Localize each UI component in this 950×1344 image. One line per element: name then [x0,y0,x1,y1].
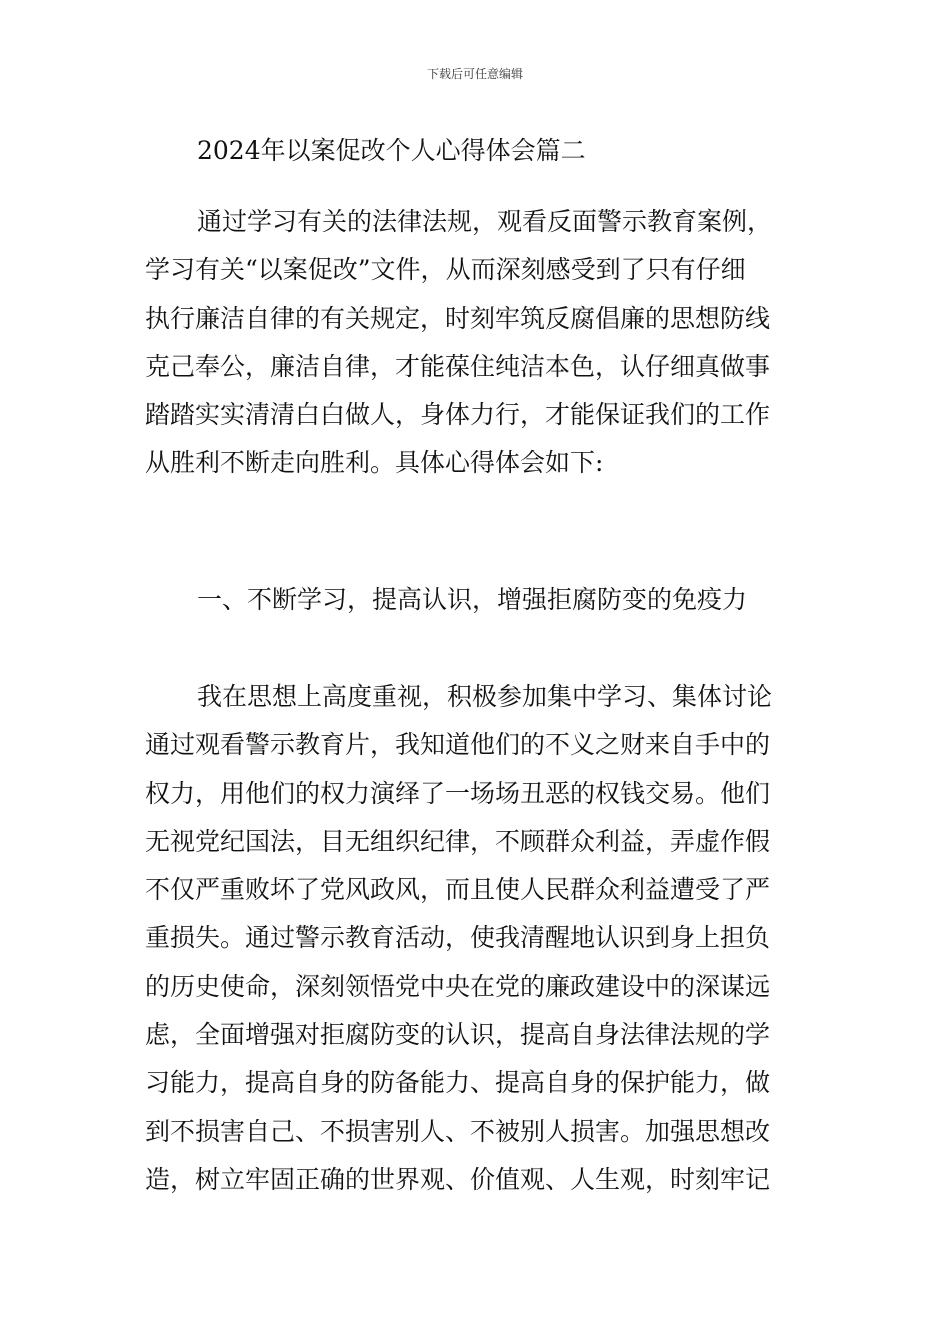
paragraph-line: 克己奉公，廉洁自律，才能葆住纯洁本色，认仔细真做事 [145,351,771,381]
document-title: 2024年以案促改个人心得体会篇二 [197,136,586,165]
paragraph-line: 我在思想上高度重视，积极参加集中学习、集体讨论 [197,682,773,711]
paragraph-line: 到不损害自己、不损害别人、不被别人损害。加强思想改 [145,1116,771,1146]
header-note: 下载后可任意编辑 [426,67,523,81]
paragraph-line: 重损失。通过警示教育活动，使我清醒地认识到身上担负 [145,923,771,953]
paragraph-line: 虑，全面增强对拒腐防变的认识，提高自身法律法规的学 [145,1020,771,1050]
paragraph-line: 权力，用他们的权力演绎了一场场丑恶的权钱交易。他们 [145,778,771,808]
paragraph-line: 习能力，提高自身的防备能力、提高自身的保护能力，做 [145,1068,771,1098]
paragraph-line: 造，树立牢固正确的世界观、价值观、人生观，时刻牢记 [145,1164,771,1194]
paragraph-line: 学习有关“以案促改”文件，从而深刻感受到了只有仔细 [145,255,746,285]
paragraph-line: 从胜利不断走向胜利。具体心得体会如下: [145,448,604,478]
paragraph-line: 通过观看警示教育片，我知道他们的不义之财来自手中的 [145,730,771,760]
paragraph-line: 的历史使命，深刻领悟党中央在党的廉政建设中的深谋远 [145,971,771,1001]
paragraph-section1 [145,673,810,1204]
paragraph-line: 执行廉洁自律的有关规定，时刻牢筑反腐倡廉的思想防线 [145,303,771,333]
paragraph-line: 踏踏实实清清白白做人，身体力行，才能保证我们的工作 [145,400,771,430]
paragraph-line: 通过学习有关的法律法规，观看反面警示教育案例， [197,207,773,236]
paragraph-line: 不仅严重败坏了党风政风，而且使人民群众利益遭受了严 [145,875,771,905]
paragraph-intro [145,198,810,488]
paragraph-line: 无视党纪国法，目无组织纪律，不顾群众利益，弄虚作假 [145,826,771,856]
section-heading: 一、不断学习，提高认识，增强拒腐防变的免疫力 [197,585,748,614]
